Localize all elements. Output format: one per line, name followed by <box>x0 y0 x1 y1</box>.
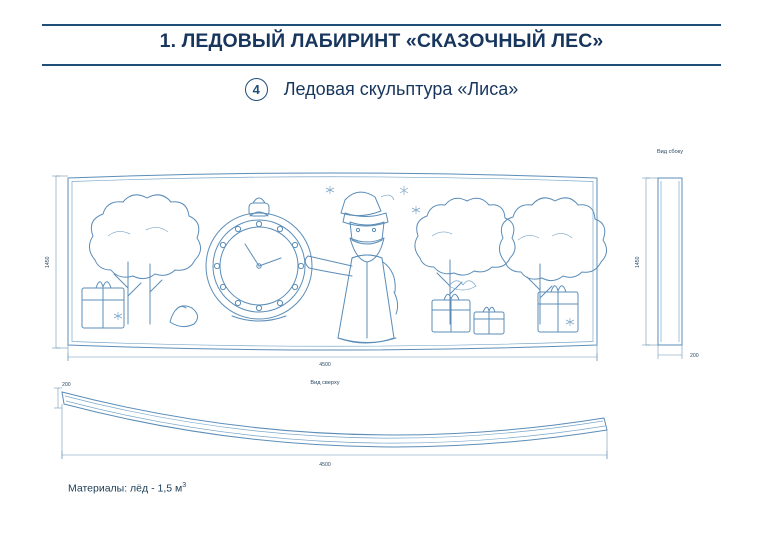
side-elevation-group <box>635 149 699 359</box>
side-width-dim: 200 <box>690 353 699 359</box>
side-height-dim: 1450 <box>635 256 641 268</box>
materials-value: 1,5 м <box>157 482 183 495</box>
page-subtitle: Ледовая скульптура «Лиса» <box>283 79 519 99</box>
top-thickness-dim: 200 <box>62 382 71 388</box>
front-height-dim: 1450 <box>45 256 51 268</box>
materials-unit: 3 <box>182 482 187 489</box>
front-elevation-group <box>68 173 607 350</box>
side-view-label: Вид сбоку <box>656 149 684 155</box>
materials-note <box>68 482 186 495</box>
materials-label: Материалы: лёд - <box>68 482 155 495</box>
top-view-group <box>54 380 607 468</box>
front-width-dim: 4500 <box>319 362 331 368</box>
top-length-dim: 4500 <box>319 462 331 468</box>
item-number-badge: 4 <box>245 78 268 101</box>
page-title: 1. ЛЕДОВЫЙ ЛАБИРИНТ «СКАЗОЧНЫЙ ЛЕС» <box>159 30 604 52</box>
top-view-label: Вид сверху <box>310 380 340 386</box>
